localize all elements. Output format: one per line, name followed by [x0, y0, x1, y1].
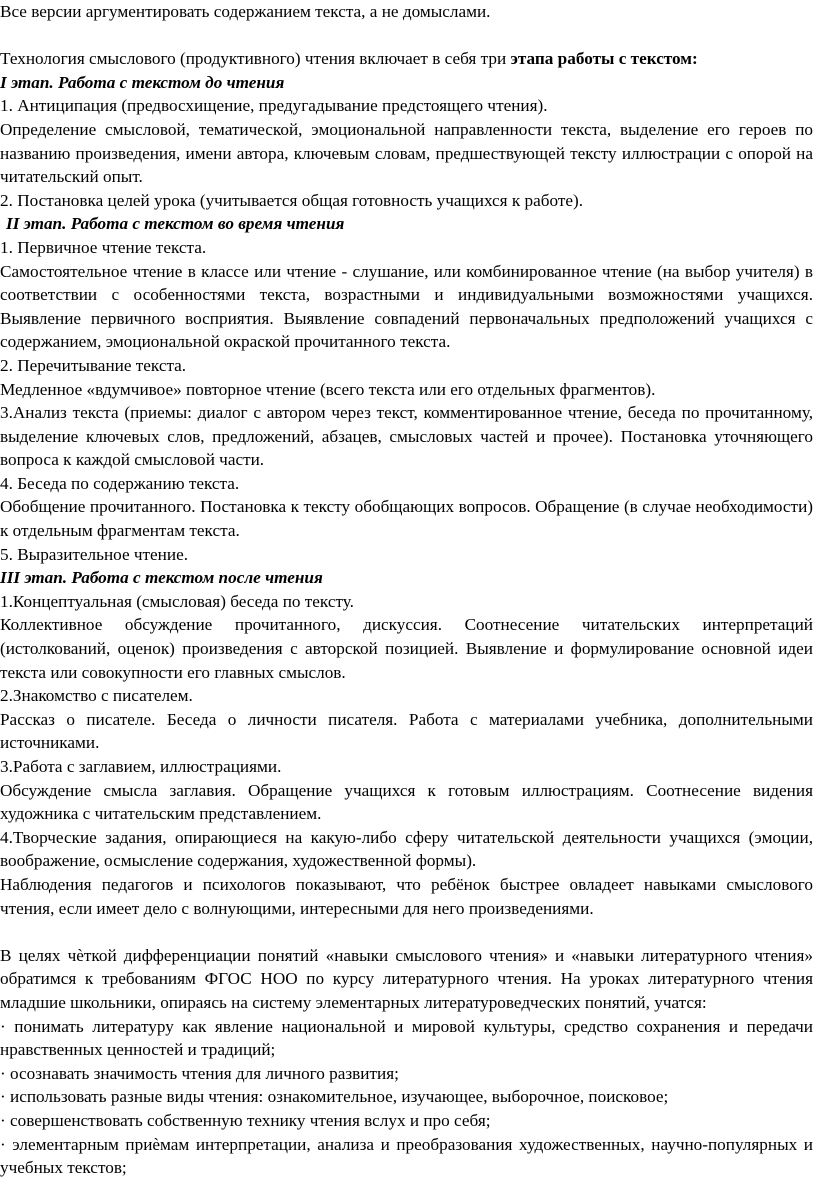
stage-3-item: 4.Творческие задания, опирающиеся на какую-либо сферу читательской деятельности учащихся (эмоции, воображение, осмысление содержания, художественной формы). [0, 827, 813, 871]
stage-3-heading: III этап. Работа с текстом после чтения [0, 568, 323, 588]
technology-text: Технология смыслового (продуктивного) чтения включает в себя три [0, 49, 511, 69]
technology-bold-text: этапа работы с текстом: [510, 49, 698, 69]
stage-2-item: 3.Анализ текста (приемы: диалог с автором через текст, комментированное чтение, беседа по прочитанному, выделение ключевых слов, предложений, абзацев, смысловых частей и прочее). Постановка уточняющего вопроса к каждой смысловой части. [0, 403, 813, 470]
stage-2-item: 5. Выразительное чтение. [0, 544, 188, 564]
stage-3-item: 2.Знакомство с писателем. [0, 686, 193, 706]
bullet-item: · осознавать значимость чтения для личного развития; [0, 1063, 399, 1083]
blank-line [0, 24, 813, 48]
bullet-item: · использовать разные виды чтения: ознакомительное, изучающее, выборочное, поисковое; [0, 1087, 669, 1107]
stage-3-item: Обсуждение смысла заглавия. Обращение учащихся к готовым иллюстрациям. Соотнесение видения художника с читательским представлением. [0, 780, 813, 824]
technology-paragraph [0, 47, 813, 71]
stage-2-item: Медленное «вдумчивое» повторное чтение (всего текста или его отдельных фрагментов). [0, 379, 656, 399]
stage-2-heading: II этап. Работа с текстом во время чтения [6, 214, 345, 234]
stage-1-item: Определение смысловой, тематической, эмоциональной направленности текста, выделение его героев по названию произведения, имени автора, ключевым словам, предшествующей тексту иллюстрации с опорой на читательский опыт. [0, 119, 813, 187]
stage-3-item: 3.Работа с заглавием, иллюстрациями. [0, 757, 282, 776]
fgos-paragraph: В целях чѐткой дифференциации понятий «навыки смыслового чтения» и «навыки литературного чтения» обратимся к требованиям ФГОС НОО по курсу литературного чтения. На уроках литературного чтения младшие школьники, опираясь на систему элементарных литературоведческих понятий, учатся: [0, 945, 813, 1012]
stage-2-item: Самостоятельное чтение в классе или чтение - слушание, или комбинированное чтение (на выбор учителя) в соответствии с особенностями текста, возрастными и индивидуальными возможностями учащихся. Выявление первичного восприятия. Выявление совпадений первоначальных предположений учащихся с содержанием, эмоциональной окраской прочитанного текста. [0, 261, 813, 352]
blank-line [0, 920, 813, 944]
stage-1-heading: I этап. Работа с текстом до чтения [0, 72, 285, 92]
observation-paragraph: Наблюдения педагогов и психологов показывают, что ребёнок быстрее овладеет навыками смыслового чтения, если имеет дело с волнующими, интересными для него произведениями. [0, 874, 813, 918]
stage-2-item: 2. Перечитывание текста. [0, 355, 187, 375]
stage-3-item: Рассказ о писателе. Беседа о личности писателя. Работа с материалами учебника, дополнительными источниками. [0, 709, 813, 753]
stage-1-item: 2. Постановка целей урока (учитывается общая готовность учащихся к работе). [0, 190, 584, 210]
stage-3-item: 1.Концептуальная (смысловая) беседа по тексту. [0, 591, 354, 611]
intro-paragraph: Все версии аргументировать содержанием текста, а не домыслами. [0, 2, 491, 21]
bullet-item: · элементарным приѐмам интерпретации, анализа и преобразования художественных, научно-популярных и учебных текстов; [0, 1134, 813, 1178]
stage-1-item: 1. Антиципация (предвосхищение, предугадывание предстоящего чтения). [0, 96, 548, 116]
stage-2-item: 1. Первичное чтение текста. [0, 237, 207, 257]
bullet-item: · совершенствовать собственную технику чтения вслух и про себя; [0, 1110, 491, 1130]
stage-2-item: Обобщение прочитанного. Постановка к тексту обобщающих вопросов. Обращение (в случае необходимости) к отдельным фрагментам текста. [0, 497, 813, 541]
stage-2-item: 4. Беседа по содержанию текста. [0, 473, 240, 493]
stage-3-item: Коллективное обсуждение прочитанного, дискуссия. Соотнесение читательских интерпретаций (истолкований, оценок) произведения с авторской позицией. Выявление и формулирование основной идеи текста или совокупности его главных смыслов. [0, 615, 813, 682]
bullet-item: · понимать литературу как явление национальной и мировой культуры, средство сохранения и передачи нравственных ценностей и традиций; [0, 1016, 813, 1060]
